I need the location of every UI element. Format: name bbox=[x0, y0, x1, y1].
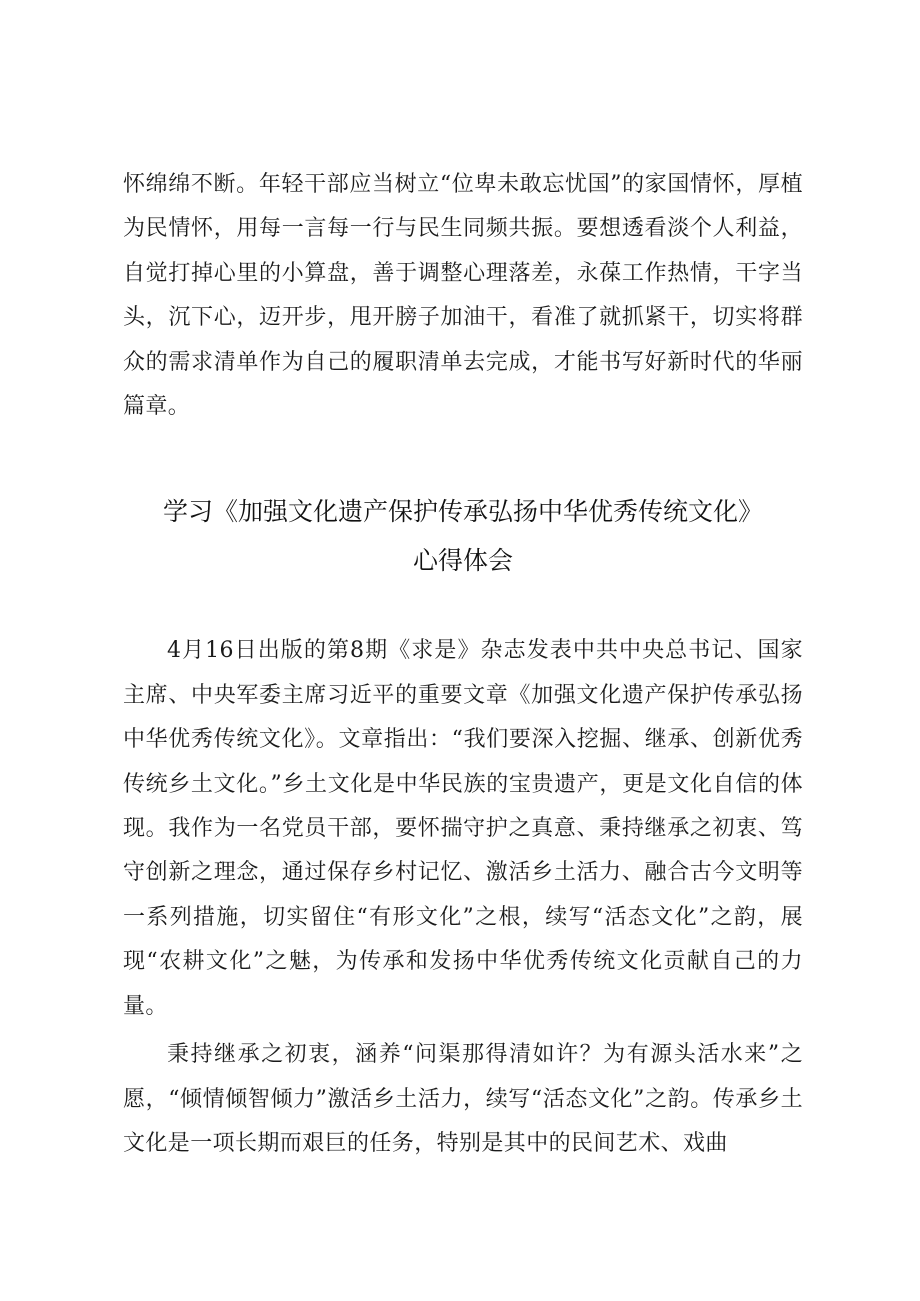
article-title-line-2: 心得体会 bbox=[412, 546, 513, 576]
body-paragraph-1: 4月16日出版的第8期《求是》杂志发表中共中央总书记、国家主席、中央军委主席习近平的重要文章《加强文化遗产保护传承弘扬中华优秀传统文化》。文章指出：“我们要深入挖掘、继承、创新优秀传统乡土文化。”乡土文化是中华民族的宝贵遗产，更是文化自信的体现。我作为一名党员干部，要怀揣守护之真意、秉持继承之初衷、笃守创新之理念，通过保存乡村记忆、激活乡土活力、融合古今文明等一系列措施，切实留住“有形文化”之根，续写“活态文化”之韵，展现“农耕文化”之魅，为传承和发扬中华优秀传统文化贡献自己的力量。 bbox=[123, 638, 803, 1019]
article-title bbox=[123, 487, 803, 585]
body-paragraph-2: 秉持继承之初衷，涵养“问渠那得清如许？为有源头活水来”之愿，“倾情倾智倾力”激活乡土活力，续写“活态文化”之韵。传承乡土文化是一项长期而艰巨的任务，特别是其中的民间艺术、戏曲 bbox=[123, 1042, 803, 1156]
continuation-paragraph: 怀绵绵不断。年轻干部应当树立“位卑未敢忘忧国”的家国情怀，厚植为民情怀，用每一言每一行与民生同频共振。要想透看淡个人利益，自觉打掉心里的小算盘，善于调整心理落差，永葆工作热情，干字当头，沉下心，迈开步，甩开膀子加油干，看准了就抓紧干，切实将群众的需求清单作为自己的履职清单去完成，才能书写好新时代的华丽篇章。 bbox=[123, 172, 803, 420]
article-title-line-1: 学习《加强文化遗产保护传承弘扬中华优秀传统文化》 bbox=[162, 497, 763, 527]
document-body bbox=[123, 163, 803, 1166]
